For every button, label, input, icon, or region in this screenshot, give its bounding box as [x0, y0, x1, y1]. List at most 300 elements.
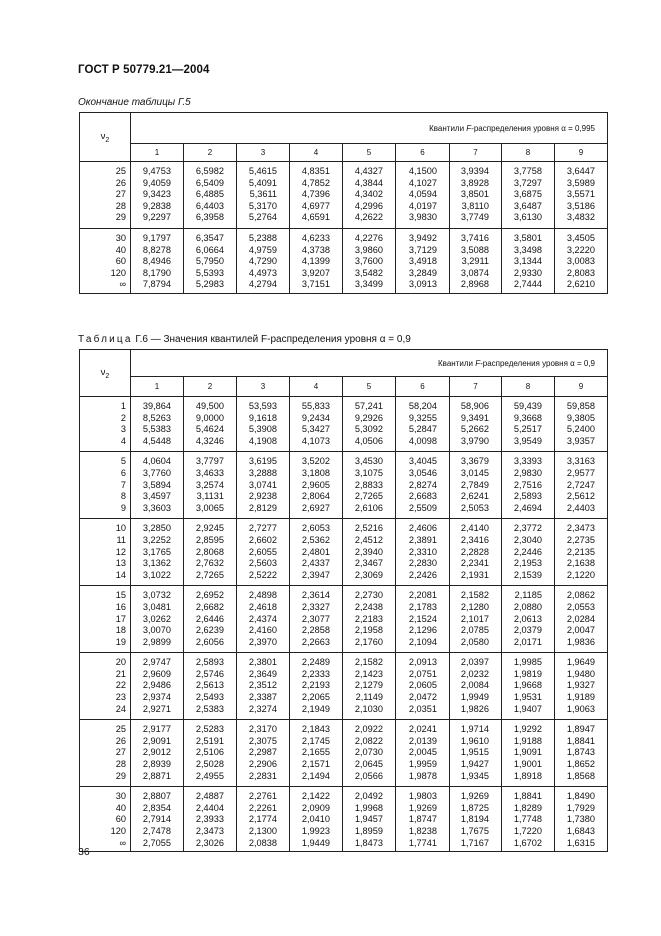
quantile-value: 2,8274: [396, 480, 450, 492]
quantile-value: 1,9001: [502, 759, 555, 771]
table-row: [80, 178, 608, 190]
quantile-value: 2,3075: [237, 736, 290, 748]
table6-quantiles: [79, 349, 608, 852]
table-row: [80, 826, 608, 838]
nu2-value: 40: [80, 245, 131, 257]
quantile-value: 2,0613: [502, 614, 555, 626]
column-header-nu1: 1: [131, 144, 184, 162]
quantile-value: 2,9245: [184, 519, 237, 535]
quantile-value: 1,8568: [555, 771, 608, 787]
quantile-value: 2,3933: [184, 814, 237, 826]
quantile-value: 9,3805: [566, 412, 595, 423]
quantile-value: 2,3310: [396, 547, 450, 559]
quantile-header-suffix: -распределения уровня α = 0,9: [480, 358, 595, 368]
nu2-value: 26: [80, 178, 131, 190]
column-header-nu1: 6: [396, 144, 450, 162]
column-header-nu1: 3: [237, 144, 290, 162]
quantile-value: 2,5283: [184, 720, 237, 736]
quantile-value: 3,4633: [184, 468, 237, 480]
quantile-value: 2,2735: [566, 534, 595, 545]
quantile-header: [131, 113, 608, 144]
quantile-value: 3,5571: [566, 189, 595, 200]
quantile-value: 3,0145: [450, 468, 502, 480]
table-row: [80, 704, 608, 720]
quantile-value: 2,7247: [566, 479, 595, 490]
quantile-value: 2,5222: [237, 570, 290, 586]
quantile-value: 2,1017: [450, 614, 502, 626]
quantile-value: 3,1765: [131, 547, 184, 559]
nu2-value: 18: [80, 625, 131, 637]
quantile-value: 2,9605: [290, 480, 343, 492]
quantile-value: 2,8968: [450, 279, 502, 293]
table-row: [80, 602, 608, 614]
nu2-value: 7: [80, 480, 131, 492]
column-header-nu1: 2: [184, 377, 237, 397]
table-row: [80, 838, 608, 852]
quantile-value: 3,4597: [131, 491, 184, 503]
table-row: [80, 586, 608, 602]
quantile-value: 5,2983: [184, 279, 237, 293]
column-header-nu1: 6: [396, 377, 450, 397]
quantile-value: 5,4624: [184, 424, 237, 436]
quantile-value: 3,0083: [566, 256, 595, 267]
quantile-value: 3,0732: [131, 586, 184, 602]
quantile-value: 59,858: [566, 401, 595, 411]
quantile-value: 4,7852: [290, 178, 343, 190]
quantile-value: 2,1185: [502, 586, 555, 602]
nu2-subscript: 2: [105, 372, 110, 380]
quantile-value: 2,2135: [566, 546, 595, 557]
quantile-value: 2,3467: [343, 558, 396, 570]
quantile-value: 3,7416: [450, 228, 502, 244]
quantile-value: 1,7220: [502, 826, 555, 838]
quantile-value: 4,7290: [237, 256, 290, 268]
table-row: [80, 245, 608, 257]
quantile-value: 1,8490: [566, 791, 595, 802]
quantile-value: 1,9269: [450, 787, 502, 803]
nu2-value: 19: [80, 637, 131, 653]
column-header-nu1: 7: [450, 144, 502, 162]
nu2-header: [80, 350, 131, 397]
nu2-value: 8: [80, 491, 131, 503]
quantile-value: 4,1908: [237, 436, 290, 452]
quantile-value: 5,3611: [237, 189, 290, 201]
quantile-value: 2,1030: [343, 704, 396, 720]
quantile-value: 2,6055: [237, 547, 290, 559]
quantile-value: 9,2434: [290, 413, 343, 425]
quantile-value: 4,6977: [290, 201, 343, 213]
quantile-value: 3,3679: [450, 452, 502, 468]
quantile-value: 2,9747: [131, 653, 184, 669]
quantile-value: 2,4140: [450, 519, 502, 535]
quantile-value: 4,7396: [290, 189, 343, 201]
quantile-value: 3,9492: [396, 228, 450, 244]
quantile-value: 2,3473: [566, 523, 595, 534]
nu2-value: 30: [80, 228, 131, 244]
quantile-value: 2,2906: [237, 759, 290, 771]
quantile-value: 2,3473: [184, 826, 237, 838]
quantile-value: 3,5186: [566, 200, 595, 211]
quantile-value: 9,0000: [184, 413, 237, 425]
quantile-value: 2,8807: [131, 787, 184, 803]
quantile-value: 2,2341: [450, 558, 502, 570]
quantile-value: 2,4618: [237, 602, 290, 614]
table-row: [80, 570, 608, 586]
quantile-value: 2,1843: [290, 720, 343, 736]
quantile-value: 2,5493: [184, 692, 237, 704]
nu2-value: 21: [80, 669, 131, 681]
quantile-value: 2,4694: [502, 503, 555, 519]
quantile-value: 1,7748: [502, 814, 555, 826]
nu2-value: 13: [80, 558, 131, 570]
quantile-value: 1,9457: [343, 814, 396, 826]
quantile-value: 2,0171: [502, 637, 555, 653]
quantile-value: 2,2261: [237, 803, 290, 815]
table5-continuation-caption: Окончание таблицы Г.5: [78, 97, 191, 108]
quantile-value: 2,0379: [502, 625, 555, 637]
quantile-value: 1,9292: [502, 720, 555, 736]
quantile-value: 2,1220: [555, 570, 608, 586]
quantile-value: 2,6056: [184, 637, 237, 653]
table-row: [80, 558, 608, 570]
quantile-value: 1,8959: [343, 826, 396, 838]
quantile-value: 2,2183: [343, 614, 396, 626]
nu2-value: 4: [80, 436, 131, 452]
quantile-value: 2,3649: [237, 669, 290, 681]
table-row: [80, 692, 608, 704]
quantile-value: 2,9091: [131, 736, 184, 748]
quantile-value: 2,0284: [566, 613, 595, 624]
nu2-value: 9: [80, 503, 131, 519]
quantile-value: 4,0197: [396, 201, 450, 213]
nu2-value: 27: [80, 189, 131, 201]
quantile-value: 2,7478: [131, 826, 184, 838]
quantile-value: 2,0410: [290, 814, 343, 826]
table-row: [80, 436, 608, 452]
quantile-value: 2,3970: [237, 637, 290, 653]
table-row: [80, 771, 608, 787]
quantile-value: 2,2987: [237, 747, 290, 759]
nu2-value: 30: [80, 787, 131, 803]
quantile-value: 2,0580: [450, 637, 502, 653]
quantile-value: 2,4955: [184, 771, 237, 787]
quantile-value: 59,439: [502, 397, 555, 413]
quantile-value: 2,5612: [566, 491, 595, 502]
column-header-nu1: 4: [290, 144, 343, 162]
quantile-value: 2,6053: [290, 519, 343, 535]
quantile-value: 3,9207: [290, 268, 343, 280]
quantile-value: 1,8747: [396, 814, 450, 826]
column-header-nu1: 9: [555, 377, 608, 397]
quantile-value: 5,3092: [343, 424, 396, 436]
quantile-value: 2,6602: [237, 535, 290, 547]
quantile-value: 8,8278: [131, 245, 184, 257]
quantile-value: 3,9790: [450, 436, 502, 452]
column-header-nu1: 7: [450, 377, 502, 397]
quantile-value: 2,0084: [450, 680, 502, 692]
quantile-value: 2,8354: [131, 803, 184, 815]
quantile-value: 2,3274: [237, 704, 290, 720]
table-row: [80, 787, 608, 803]
table-row: [80, 547, 608, 559]
quantile-value: 1,9407: [502, 704, 555, 720]
quantile-value: 4,0506: [343, 436, 396, 452]
quantile-value: 2,5053: [450, 503, 502, 519]
quantile-value: 5,3908: [237, 424, 290, 436]
quantile-value: 1,9836: [555, 637, 608, 653]
table-row: [80, 480, 608, 492]
column-header-nu1: 4: [290, 377, 343, 397]
table-row: [80, 491, 608, 503]
quantile-value: 7,8794: [131, 279, 184, 293]
quantile-value: 5,2388: [237, 228, 290, 244]
page-number: 36: [78, 846, 90, 858]
table-row: [80, 162, 608, 178]
table-row: [80, 720, 608, 736]
quantile-value: 3,8928: [450, 178, 502, 190]
nu2-value: 23: [80, 692, 131, 704]
table-row: [80, 535, 608, 547]
quantile-value: 1,9985: [502, 653, 555, 669]
quantile-value: 2,9577: [566, 467, 595, 478]
quantile-value: 2,5191: [184, 736, 237, 748]
table6-caption-text: Г.6 — Значения квантилей F-распределения уровня α = 0,9: [132, 334, 411, 345]
quantile-value: 3,7797: [184, 452, 237, 468]
quantile-value: 1,6702: [502, 838, 555, 852]
nu2-value: 24: [80, 704, 131, 720]
quantile-value: 2,3772: [502, 519, 555, 535]
quantile-value: 9,1797: [131, 228, 184, 244]
column-header-nu1: 2: [184, 144, 237, 162]
column-header-nu1: 5: [343, 144, 396, 162]
quantile-value: 3,7758: [502, 162, 555, 178]
quantile-header-prefix: Квантили: [438, 358, 476, 368]
column-header-nu1: 8: [502, 144, 555, 162]
quantile-value: 5,4615: [237, 162, 290, 178]
quantile-value: 2,6241: [450, 491, 502, 503]
nu2-value: 22: [80, 680, 131, 692]
quantile-value: 2,1655: [290, 747, 343, 759]
quantile-value: 1,9480: [566, 668, 595, 679]
quantile-value: 2,0397: [450, 653, 502, 669]
quantile-value: 1,6315: [566, 837, 595, 848]
quantile-value: 4,9759: [237, 245, 290, 257]
quantile-value: 3,4918: [396, 256, 450, 268]
table-row: [80, 736, 608, 748]
quantile-value: 2,8833: [343, 480, 396, 492]
quantile-value: 2,6239: [184, 625, 237, 637]
quantile-value: 2,8068: [184, 547, 237, 559]
quantile-value: 3,3498: [502, 245, 555, 257]
table-row: [80, 201, 608, 213]
column-header-nu1: 9: [555, 144, 608, 162]
nu2-value: 16: [80, 602, 131, 614]
quantile-value: 5,2847: [396, 424, 450, 436]
quantile-value: 2,0785: [450, 625, 502, 637]
column-header-nu1: 5: [343, 377, 396, 397]
quantile-value: 2,0232: [450, 669, 502, 681]
table-row: [80, 228, 608, 244]
quantile-value: 9,2297: [131, 212, 184, 228]
quantile-value: 5,7950: [184, 256, 237, 268]
quantile-value: 2,8939: [131, 759, 184, 771]
quantile-value: 1,9714: [450, 720, 502, 736]
quantile-value: 2,3801: [237, 653, 290, 669]
quantile-value: 3,1344: [502, 256, 555, 268]
quantile-value: 2,9012: [131, 747, 184, 759]
quantile-value: 4,4327: [343, 162, 396, 178]
quantile-value: 2,3327: [290, 602, 343, 614]
quantile-value: 3,9357: [555, 436, 608, 452]
quantile-value: 5,5383: [131, 424, 184, 436]
quantile-value: 3,9549: [502, 436, 555, 452]
table5-quantiles: [79, 112, 608, 294]
table-row: [80, 424, 608, 436]
nu2-value: 28: [80, 759, 131, 771]
quantile-value: 2,1958: [343, 625, 396, 637]
quantile-value: 2,5613: [184, 680, 237, 692]
quantile-value: 2,0751: [396, 669, 450, 681]
quantile-value: 2,0922: [343, 720, 396, 736]
quantile-value: 4,0594: [396, 189, 450, 201]
quantile-value: 4,6233: [290, 228, 343, 244]
quantile-value: 2,3387: [237, 692, 290, 704]
table-row: [80, 189, 608, 201]
quantile-value: 2,0566: [343, 771, 396, 787]
quantile-value: 2,5893: [184, 653, 237, 669]
table-row: [80, 625, 608, 637]
quantile-value: 6,5409: [184, 178, 237, 190]
quantile-value: 2,4898: [237, 586, 290, 602]
quantile-value: 2,0139: [396, 736, 450, 748]
quantile-value: 6,4885: [184, 189, 237, 201]
quantile-value: 2,0913: [396, 653, 450, 669]
quantile-value: 3,4505: [566, 232, 595, 243]
quantile-value: 2,6683: [396, 491, 450, 503]
nu2-value: 25: [80, 162, 131, 178]
quantile-value: 1,9269: [396, 803, 450, 815]
quantile-value: 4,3246: [184, 436, 237, 452]
quantile-header-f: F: [475, 358, 481, 368]
quantile-value: 2,3947: [290, 570, 343, 586]
quantile-value: 2,0838: [237, 838, 290, 852]
quantile-value: 1,8918: [502, 771, 555, 787]
quantile-value: 2,2761: [237, 787, 290, 803]
quantile-value: 3,2911: [450, 256, 502, 268]
nu2-value: 5: [80, 452, 131, 468]
quantile-value: 1,8841: [502, 787, 555, 803]
quantile-value: 4,5448: [131, 436, 184, 452]
nu2-label: ν: [100, 366, 106, 378]
quantile-value: 2,4801: [290, 547, 343, 559]
nu2-value: 27: [80, 747, 131, 759]
quantile-value: 1,9826: [450, 704, 502, 720]
quantile-value: 4,4973: [237, 268, 290, 280]
quantile-value: 2,2663: [290, 637, 343, 653]
quantile-value: 3,7600: [343, 256, 396, 268]
quantile-value: 2,7055: [131, 838, 184, 852]
quantile-value: 4,0098: [396, 436, 450, 452]
quantile-value: 3,2574: [184, 480, 237, 492]
quantile-value: 2,0645: [343, 759, 396, 771]
quantile-value: 3,2252: [131, 535, 184, 547]
quantile-value: 1,9819: [502, 669, 555, 681]
quantile-value: 3,1808: [290, 468, 343, 480]
quantile-value: 1,8194: [450, 814, 502, 826]
quantile-value: 2,0351: [396, 704, 450, 720]
nu2-value: 29: [80, 212, 131, 228]
quantile-value: 4,2996: [343, 201, 396, 213]
quantile-value: 1,8841: [566, 735, 595, 746]
quantile-value: 1,8473: [343, 838, 396, 852]
quantile-value: 2,9374: [131, 692, 184, 704]
quantile-value: 1,8947: [566, 724, 595, 735]
document-header: ГОСТ Р 50779.21—2004: [78, 64, 210, 76]
quantile-value: 1,7167: [450, 838, 502, 852]
quantile-value: 3,5894: [131, 480, 184, 492]
nu2-value: ∞: [80, 279, 131, 293]
quantile-value: 1,8725: [450, 803, 502, 815]
quantile-value: 2,4512: [343, 535, 396, 547]
quantile-value: 9,3668: [502, 413, 555, 425]
table-row: [80, 268, 608, 280]
quantile-value: 2,2081: [396, 586, 450, 602]
quantile-value: 2,4606: [396, 519, 450, 535]
quantile-value: 5,3170: [237, 201, 290, 213]
quantile-value: 2,1296: [396, 625, 450, 637]
quantile-value: 2,6106: [343, 503, 396, 519]
quantile-value: 3,1131: [184, 491, 237, 503]
quantile-value: 4,2276: [343, 228, 396, 244]
quantile-value: 1,8743: [566, 747, 595, 758]
quantile-value: 2,1524: [396, 614, 450, 626]
quantile-value: 2,3940: [343, 547, 396, 559]
quantile-value: 6,5982: [184, 162, 237, 178]
quantile-value: 2,0605: [396, 680, 450, 692]
quantile-value: 2,4404: [184, 803, 237, 815]
quantile-value: 9,3255: [396, 413, 450, 425]
quantile-value: 3,4832: [555, 212, 608, 228]
quantile-value: 2,1423: [343, 669, 396, 681]
quantile-value: 3,7760: [131, 468, 184, 480]
quantile-value: 1,6843: [566, 826, 595, 836]
quantile-value: 2,7265: [184, 570, 237, 586]
quantile-value: 3,3499: [343, 279, 396, 293]
quantile-value: 3,9394: [450, 162, 502, 178]
nu2-value: 1: [80, 397, 131, 413]
quantile-value: 1,9327: [566, 680, 595, 691]
quantile-value: 2,8064: [290, 491, 343, 503]
quantile-value: 3,7297: [502, 178, 555, 190]
quantile-header: [131, 350, 608, 377]
quantile-value: 2,0472: [396, 692, 450, 704]
nu2-value: 120: [80, 268, 131, 280]
quantile-value: 3,6447: [566, 166, 595, 176]
quantile-value: 6,0664: [184, 245, 237, 257]
quantile-value: 1,7380: [566, 814, 595, 825]
quantile-value: 2,1760: [343, 637, 396, 653]
quantile-value: 2,5509: [396, 503, 450, 519]
quantile-value: 2,9486: [131, 680, 184, 692]
nu2-value: 6: [80, 468, 131, 480]
table-row: [80, 503, 608, 519]
quantile-value: 2,3069: [343, 570, 396, 586]
quantile-value: 3,4045: [396, 452, 450, 468]
table-row: [80, 814, 608, 826]
quantile-value: 2,2830: [396, 558, 450, 570]
table-row: [80, 803, 608, 815]
quantile-value: 2,3170: [237, 720, 290, 736]
